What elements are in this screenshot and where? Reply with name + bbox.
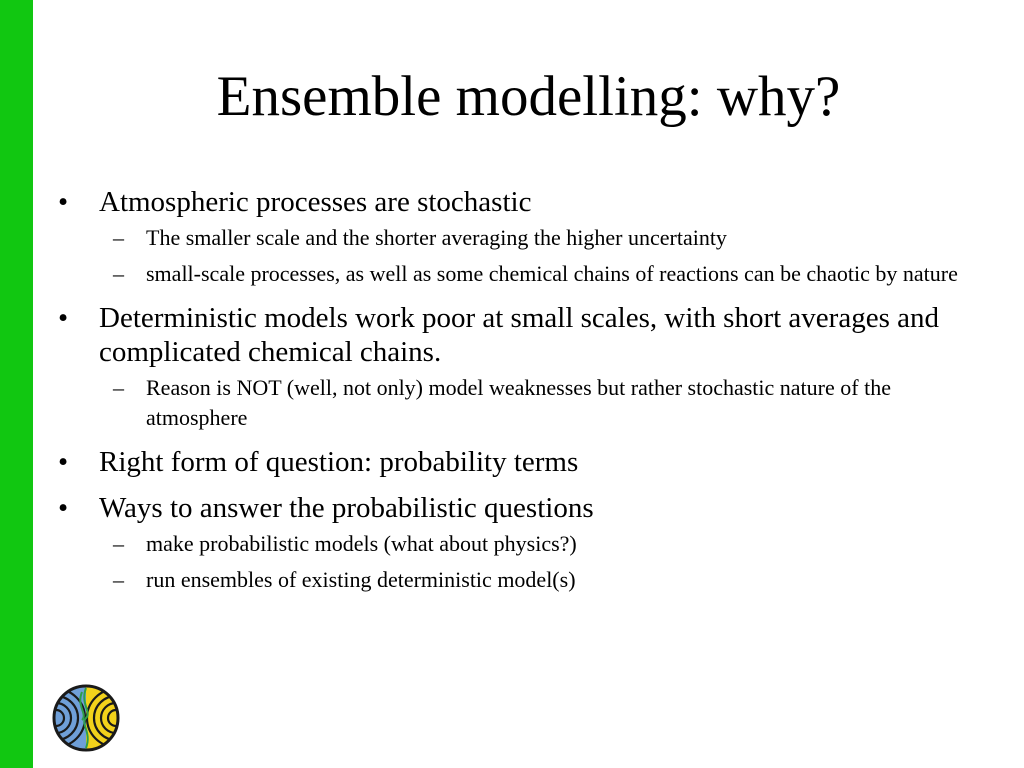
sub-bullet-text: run ensembles of existing deterministic model(s) bbox=[146, 567, 576, 592]
sub-bullet-text: small-scale processes, as well as some chemical chains of reactions can be chaotic by nature bbox=[146, 261, 958, 286]
sub-bullet-marker: – bbox=[113, 531, 124, 556]
bullet-text: Right form of question: probability terms bbox=[99, 446, 579, 478]
sub-bullet-item bbox=[113, 529, 978, 559]
sub-bullet-marker: – bbox=[113, 225, 124, 250]
sub-bullet-text: Reason is NOT (well, not only) model weaknesses but rather stochastic nature of the atmosphere bbox=[146, 375, 891, 430]
bullet-marker: • bbox=[58, 186, 69, 218]
green-accent-bar bbox=[0, 0, 33, 768]
bullet-marker: • bbox=[58, 446, 69, 478]
sub-bullet-text: make probabilistic models (what about physics?) bbox=[146, 531, 577, 556]
sub-bullet-marker: – bbox=[113, 375, 124, 400]
sub-bullet-text: The smaller scale and the shorter averaging the higher uncertainty bbox=[146, 225, 727, 250]
bullet-text: Ways to answer the probabilistic questions bbox=[99, 492, 594, 524]
slide-content bbox=[58, 185, 978, 595]
sub-bullet-marker: – bbox=[113, 567, 124, 592]
sub-bullet-item bbox=[113, 259, 978, 289]
bullet-text: Atmospheric processes are stochastic bbox=[99, 186, 532, 218]
sub-bullet-item bbox=[113, 565, 978, 595]
slide-title: Ensemble modelling: why? bbox=[216, 65, 841, 128]
bullet-item bbox=[58, 301, 978, 369]
bullet-marker: • bbox=[58, 302, 69, 334]
sub-bullet-marker: – bbox=[113, 261, 124, 286]
bullet-item bbox=[58, 445, 978, 479]
bullet-item bbox=[58, 491, 978, 525]
bullet-marker: • bbox=[58, 492, 69, 524]
sub-bullet-item bbox=[113, 223, 978, 253]
sub-bullet-item bbox=[113, 373, 978, 433]
institute-logo-icon bbox=[52, 684, 120, 752]
bullet-text: Deterministic models work poor at small scales, with short averages and complicated chemical chains. bbox=[99, 302, 939, 368]
bullet-item bbox=[58, 185, 978, 219]
